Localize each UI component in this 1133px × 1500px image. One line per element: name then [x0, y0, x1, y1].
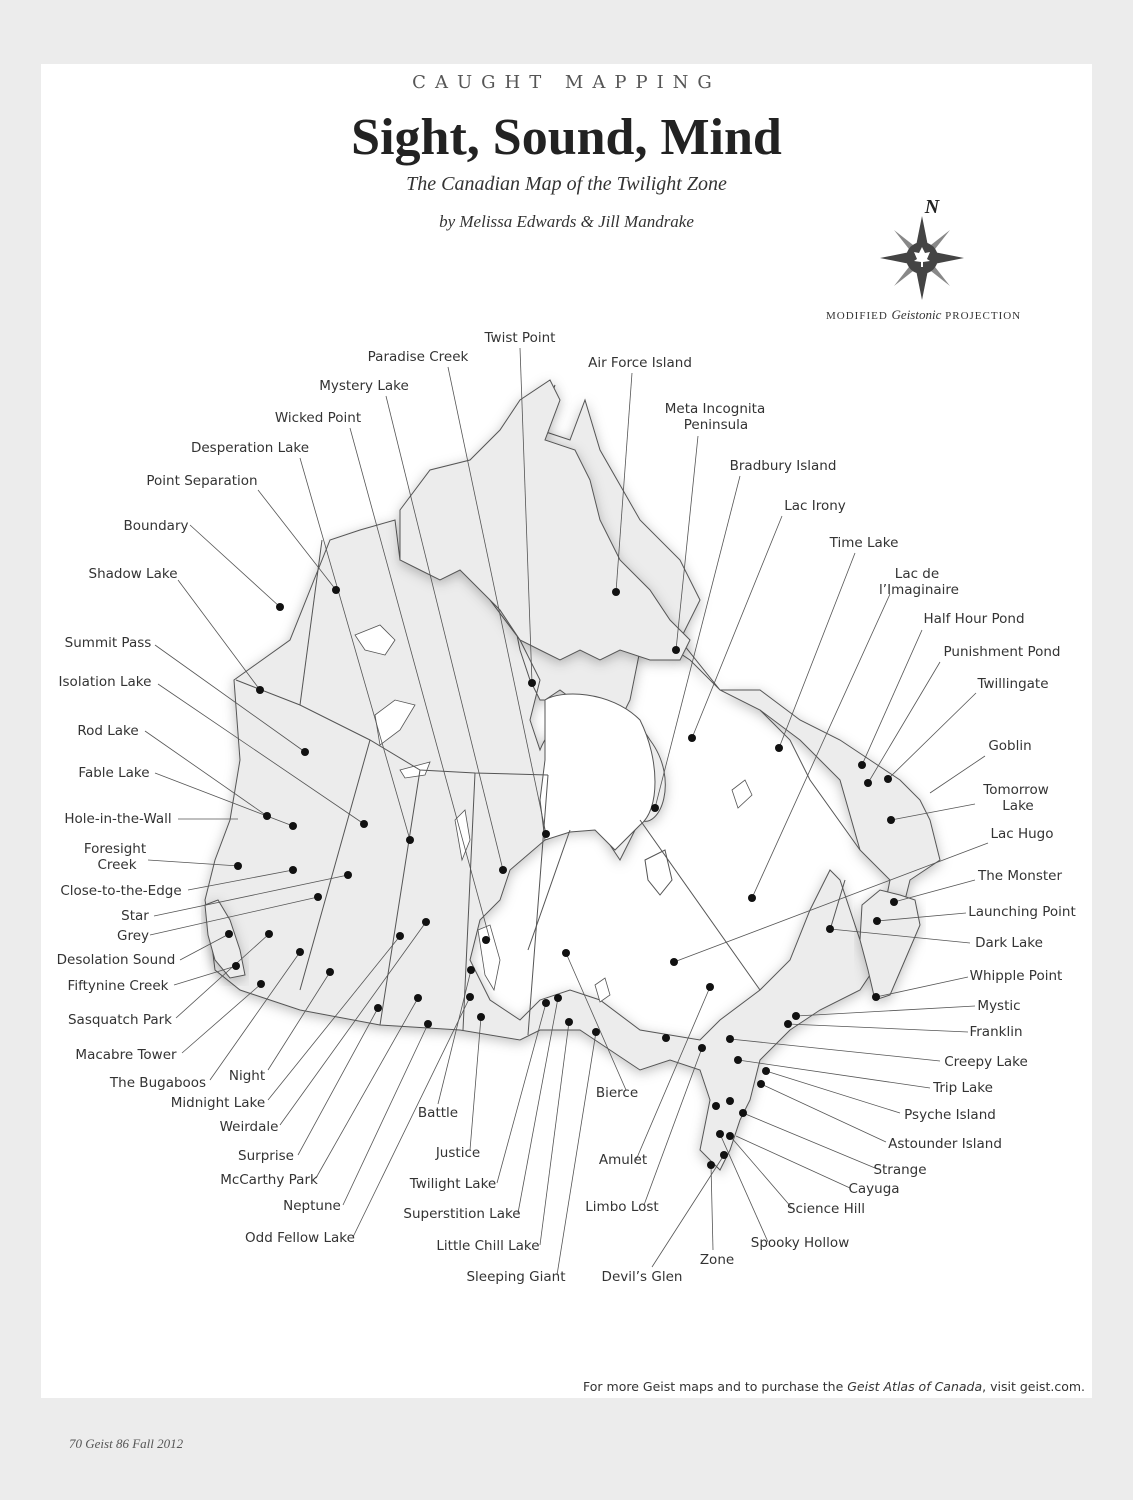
- place-marker: [565, 1018, 573, 1026]
- place-label: Hole-in-the-Wall: [64, 811, 172, 827]
- lake-nipigon: [595, 978, 610, 1002]
- place-label: Limbo Lost: [585, 1199, 659, 1215]
- place-label: Twillingate: [977, 676, 1049, 692]
- place-label: Creek: [97, 857, 137, 873]
- place-marker: [757, 1080, 765, 1088]
- place-label: Punishment Pond: [943, 644, 1061, 660]
- newfoundland: [860, 890, 920, 1000]
- place-label: Dark Lake: [975, 935, 1043, 951]
- place-label: Justice: [435, 1145, 481, 1161]
- hudson-bay: [540, 694, 655, 850]
- place-label: Bierce: [595, 1085, 639, 1101]
- place-marker: [396, 932, 404, 940]
- place-marker: [739, 1109, 747, 1117]
- place-marker: [762, 1067, 770, 1075]
- place-marker: [662, 1034, 670, 1042]
- place-marker: [698, 1044, 706, 1052]
- place-label: Meta Incognita: [664, 401, 766, 417]
- place-marker: [289, 866, 297, 874]
- place-marker: [792, 1012, 800, 1020]
- place-marker: [562, 949, 570, 957]
- place-marker: [748, 894, 756, 902]
- place-label: Half Hour Pond: [923, 611, 1025, 627]
- place-label: Mystic: [977, 998, 1021, 1014]
- place-marker: [234, 862, 242, 870]
- place-label: Isolation Lake: [58, 674, 152, 690]
- place-label: Trip Lake: [933, 1080, 993, 1096]
- place-marker: [734, 1056, 742, 1064]
- place-label: Desperation Lake: [190, 440, 310, 456]
- place-marker: [873, 917, 881, 925]
- place-marker: [232, 962, 240, 970]
- place-label: Odd Fellow Lake: [245, 1230, 355, 1246]
- place-marker: [265, 930, 273, 938]
- place-label: Boundary: [123, 518, 189, 534]
- footer-note: [560, 1379, 1085, 1394]
- place-label: Wicked Point: [274, 410, 362, 426]
- place-label: Battle: [417, 1105, 459, 1121]
- place-marker: [467, 966, 475, 974]
- place-marker: [651, 804, 659, 812]
- place-marker: [858, 761, 866, 769]
- place-marker: [344, 871, 352, 879]
- place-label: Rod Lake: [77, 723, 139, 739]
- place-marker: [542, 999, 550, 1007]
- place-label: Twilight Lake: [409, 1176, 497, 1192]
- james-bay: [645, 850, 672, 895]
- place-marker: [326, 968, 334, 976]
- place-marker: [499, 866, 507, 874]
- place-marker: [276, 603, 284, 611]
- place-label: The Monster: [977, 868, 1063, 884]
- place-label: Midnight Lake: [170, 1095, 266, 1111]
- place-label: Cayuga: [848, 1181, 900, 1197]
- place-label: Summit Pass: [64, 635, 152, 651]
- place-label: Science Hill: [786, 1201, 866, 1217]
- place-label: Close-to-the-Edge: [60, 883, 182, 899]
- place-marker: [256, 686, 264, 694]
- place-label: Lac Irony: [784, 498, 846, 514]
- place-marker: [726, 1132, 734, 1140]
- place-marker: [466, 993, 474, 1001]
- place-marker: [406, 836, 414, 844]
- place-label: Franklin: [969, 1024, 1023, 1040]
- footer-suffix: , visit geist.com.: [982, 1379, 1085, 1394]
- place-label: Astounder Island: [888, 1136, 1002, 1152]
- place-marker: [712, 1102, 720, 1110]
- place-marker: [726, 1097, 734, 1105]
- place-label: Grey: [116, 928, 150, 944]
- place-label: Desolation Sound: [56, 952, 176, 968]
- page-subtitle: The Canadian Map of the Twilight Zone: [406, 173, 727, 195]
- place-label: Fable Lake: [78, 765, 150, 781]
- place-marker: [360, 820, 368, 828]
- place-marker: [707, 1161, 715, 1169]
- place-marker: [592, 1028, 600, 1036]
- place-label: Sasquatch Park: [67, 1012, 173, 1028]
- place-label: McCarthy Park: [220, 1172, 318, 1188]
- place-label: Point Separation: [146, 473, 258, 489]
- place-marker: [528, 679, 536, 687]
- place-label: The Bugaboos: [109, 1075, 207, 1091]
- place-marker: [720, 1151, 728, 1159]
- place-label: Amulet: [598, 1152, 648, 1168]
- place-label: Twist Point: [484, 330, 556, 346]
- place-label: Air Force Island: [588, 355, 692, 371]
- place-label: Creepy Lake: [944, 1054, 1028, 1070]
- place-marker: [890, 898, 898, 906]
- place-marker: [670, 958, 678, 966]
- place-label: Lac Hugo: [990, 826, 1054, 842]
- place-marker: [424, 1020, 432, 1028]
- place-label: Star: [121, 908, 149, 924]
- place-label: Psyche Island: [904, 1107, 996, 1123]
- place-marker: [477, 1013, 485, 1021]
- place-marker: [726, 1035, 734, 1043]
- footer-prefix: For more Geist maps and to purchase the: [583, 1379, 844, 1394]
- place-marker: [887, 816, 895, 824]
- place-label: Whipple Point: [969, 968, 1063, 984]
- place-marker: [716, 1130, 724, 1138]
- place-marker: [672, 646, 680, 654]
- place-marker: [884, 775, 892, 783]
- place-label: Devil’s Glen: [601, 1269, 683, 1285]
- place-marker: [706, 983, 714, 991]
- north-label: N: [924, 196, 940, 218]
- place-marker: [296, 948, 304, 956]
- place-marker: [542, 830, 550, 838]
- page-folio: 70 Geist 86 Fall 2012: [69, 1436, 184, 1451]
- place-marker: [872, 993, 880, 1001]
- place-marker: [688, 734, 696, 742]
- place-label: Goblin: [988, 738, 1032, 754]
- place-marker: [263, 812, 271, 820]
- place-marker: [612, 588, 620, 596]
- place-label: Superstition Lake: [403, 1206, 521, 1222]
- place-label: Peninsula: [683, 417, 749, 433]
- place-marker: [422, 918, 430, 926]
- place-label: Zone: [699, 1252, 735, 1268]
- place-label: Paradise Creek: [367, 349, 469, 365]
- place-marker: [784, 1020, 792, 1028]
- place-label: Spooky Hollow: [750, 1235, 850, 1251]
- section-kicker: CAUGHT MAPPING: [412, 72, 721, 93]
- place-label: Little Chill Lake: [436, 1238, 540, 1254]
- place-marker: [482, 936, 490, 944]
- place-label: Bradbury Island: [729, 458, 837, 474]
- place-marker: [332, 586, 340, 594]
- byline: by Melissa Edwards & Jill Mandrake: [439, 212, 694, 231]
- compass-rose-maple-leaf-icon: [880, 196, 964, 300]
- lake-mistassini: [732, 780, 752, 808]
- place-label: Fiftynine Creek: [67, 978, 169, 994]
- page-title: Sight, Sound, Mind: [351, 109, 782, 166]
- projection-name: Geistonic: [891, 307, 942, 322]
- place-label: Time Lake: [829, 535, 899, 551]
- place-marker: [225, 930, 233, 938]
- place-marker: [301, 748, 309, 756]
- place-label: Lac de: [894, 566, 940, 582]
- place-label: Night: [228, 1068, 266, 1084]
- place-label: Surprise: [238, 1148, 294, 1164]
- place-label: Launching Point: [968, 904, 1076, 920]
- place-label: Macabre Tower: [75, 1047, 177, 1063]
- place-label: Foresight: [83, 841, 147, 857]
- place-label: Sleeping Giant: [466, 1269, 566, 1285]
- place-marker: [554, 994, 562, 1002]
- place-marker: [257, 980, 265, 988]
- place-marker: [864, 779, 872, 787]
- footer-atlas-title: Geist Atlas of Canada: [847, 1379, 983, 1394]
- lake-winnipeg: [478, 925, 500, 990]
- place-marker: [775, 744, 783, 752]
- place-label: Tomorrow: [983, 782, 1049, 798]
- place-marker: [289, 822, 297, 830]
- place-label: Mystery Lake: [319, 378, 409, 394]
- place-label: Strange: [873, 1162, 927, 1178]
- place-marker: [314, 893, 322, 901]
- place-label: Weirdale: [219, 1119, 279, 1135]
- place-marker: [374, 1004, 382, 1012]
- place-label: Neptune: [283, 1198, 341, 1214]
- place-marker: [414, 994, 422, 1002]
- projection-suffix: PROJECTION: [945, 310, 1022, 322]
- projection-prefix: MODIFIED: [826, 310, 888, 322]
- place-label: Shadow Lake: [88, 566, 178, 582]
- place-label: l’Imaginaire: [879, 582, 959, 598]
- place-marker: [826, 925, 834, 933]
- place-label: Lake: [1002, 798, 1034, 814]
